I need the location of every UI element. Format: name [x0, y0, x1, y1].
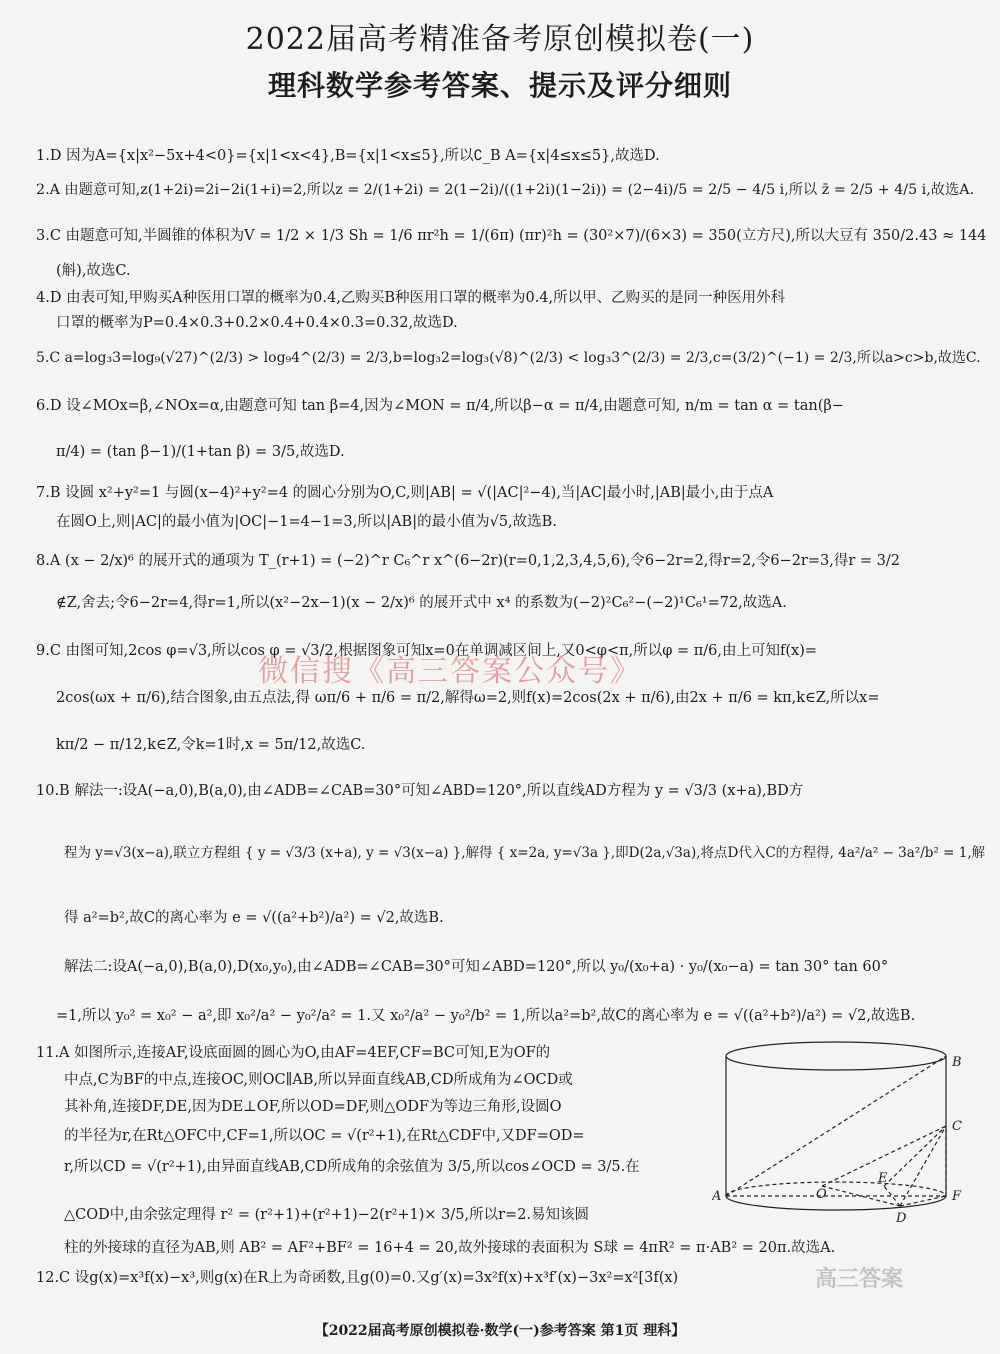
answer-6-cont: π/4) = (tan β−1)/(1+tan β) = 3/5,故选D. [56, 444, 345, 460]
answer-8: 8.A (x − 2/x)⁶ 的展开式的通项为 T_(r+1) = (−2)^r C₆^r x^(6−2r)(r=0,1,2,3,4,5,6),令6−2r=2,得r=2,令6−2r=3,得r = 3/2 [36, 553, 900, 569]
page-title: 2022届高考精准备考原创模拟卷(一) [245, 22, 755, 57]
bottom-front-arc [726, 1196, 946, 1210]
answer-7: 7.B 设圆 x²+y²=1 与圆(x−4)²+y²=4 的圆心分别为O,C,则|AB| = √(|AC|²−4),当|AC|最小时,|AB|最小,由于点A [36, 485, 774, 501]
segment-AB [726, 1056, 946, 1196]
answer-8-cont: ∉Z,舍去;令6−2r=4,得r=1,所以(x²−2x−1)(x − 2/x)⁶ 的展开式中 x⁴ 的系数为(−2)²C₆²−(−2)¹C₆¹=72,故选A. [56, 595, 787, 611]
answer-10-cont1: 程为 y=√3(x−a),联立方程组 { y = √3/3 (x+a), y = √3(x−a) },解得 { x=2a, y=√3a },即D(2a,√3a),将点D代入C的方程得, 4a²/a² − 3a²/b² = 1,解 [64, 845, 986, 861]
page-subtitle: 理科数学参考答案、提示及评分细则 [267, 69, 732, 102]
watermark: 微信搜《高三答案公众号》 [258, 654, 642, 689]
cylinder-figure [712, 1036, 976, 1226]
answer-10: 10.B 解法一:设A(−a,0),B(a,0),由∠ADB=∠CAB=30°可知∠ABD=120°,所以直线AD方程为 y = √3/3 (x+a),BD方 [36, 783, 804, 799]
label-F: F [952, 1189, 962, 1204]
answer-11: 11.A 如图所示,连接AF,设底面圆的圆心为O,由AF=4EF,CF=BC可知,E为OF的 [36, 1045, 551, 1061]
answer-11-cont3: 的半径为r,在Rt△OFC中,CF=1,所以OC = √(r²+1),在Rt△CDF中,又DF=OD= [64, 1128, 585, 1144]
answer-4: 4.D 由表可知,甲购买A种医用口罩的概率为0.4,乙购买B种医用口罩的概率为0.4,所以甲、乙购买的是同一种医用外科 [36, 290, 786, 306]
answer-11-cont6: 柱的外接球的直径为AB,则 AB² = AF²+BF² = 16+4 = 20,故外接球的表面积为 S球 = 4πR² = π·AB² = 20π.故选A. [64, 1240, 836, 1256]
answer-11-cont4: r,所以CD = √(r²+1),由异面直线AB,CD所成角的余弦值为 3/5,所以cos∠OCD = 3/5.在 [64, 1159, 640, 1175]
answer-6: 6.D 设∠MOx=β,∠NOx=α,由题意可知 tan β=4,因为∠MON = π/4,所以β−α = π/4,由题意可知, n/m = tan α = tan(β− [36, 398, 844, 414]
label-A: A [712, 1189, 722, 1204]
answer-4-cont: 口罩的概率为P=0.4×0.3+0.2×0.4+0.4×0.3=0.32,故选D. [56, 315, 458, 331]
answer-9-cont1: 2cos(ωx + π/6),结合图象,由五点法,得 ωπ/6 + π/6 = π/2,解得ω=2,则f(x)=2cos(2x + π/6),由2x + π/6 = kπ,k∈Z,所以x= [56, 690, 880, 706]
answer-11-cont1: 中点,C为BF的中点,连接OC,则OC∥AB,所以异面直线AB,CD所成角为∠OCD或 [64, 1072, 573, 1088]
answer-2: 2.A 由题意可知,z(1+2i)=2i−2i(1+i)=2,所以z = 2/(1+2i) = 2(1−2i)/((1+2i)(1−2i)) = (2−4i)/5 = 2/5 − 4/5 i,所以 z̄ = 2/5 + 4/5 i,故选A. [36, 182, 975, 198]
answer-9: 9.C 由图可知,2cos φ=√3,所以cos φ = √3/2,根据图象可知x=0在单调减区间上,又0<φ<π,所以φ = π/6,由上可知f(x)= [36, 643, 818, 659]
answer-11-cont2: 其补角,连接DF,DE,因为DE⊥OF,所以OD=DF,则△ODF为等边三角形,设圆O [64, 1099, 562, 1115]
answer-3-cont: (斛),故选C. [56, 263, 131, 279]
label-B: B [952, 1055, 962, 1070]
answer-11-cont5: △COD中,由余弦定理得 r² = (r²+1)+(r²+1)−2(r²+1)× 3/5,所以r=2.易知该圆 [64, 1207, 590, 1223]
label-E: E [878, 1171, 888, 1186]
segment-DC [900, 1126, 946, 1206]
answer-9-cont2: kπ/2 − π/12,k∈Z,令k=1时,x = 5π/12,故选C. [56, 737, 366, 753]
label-D: D [896, 1211, 907, 1226]
answer-12: 12.C 设g(x)=x³f(x)−x³,则g(x)在R上为奇函数,且g(0)=0.又g′(x)=3x²f(x)+x³f′(x)−3x²=x²[3f(x) [36, 1270, 679, 1286]
answer-5: 5.C a=log₃3=log₉(√27)^(2/3) > log₉4^(2/3) = 2/3,b=log₃2=log₃(√8)^(2/3) < log₃3^(2/3) = 2/3,c=(3/2)^(−1) = 2/3,所以a>c>b,故选C. [36, 350, 981, 366]
answer-10-method2-cont: =1,所以 y₀² = x₀² − a²,即 x₀²/a² − y₀²/a² = 1.又 x₀²/a² − y₀²/b² = 1,所以a²=b²,故C的离心率为 e = √((a²+b²)/a²) = √2,故选B. [56, 1008, 916, 1024]
answer-7-cont: 在圆O上,则|AC|的最小值为|OC|−1=4−1=3,所以|AB|的最小值为√5,故选B. [56, 514, 557, 530]
corner-stamp: 高三答案 [815, 1267, 904, 1292]
label-O: O [816, 1187, 827, 1202]
segment-EC [884, 1126, 946, 1186]
top-ellipse [726, 1042, 946, 1070]
page-footer: 【2022届高考原创模拟卷·数学(一)参考答案 第1页 理科】 [314, 1323, 686, 1339]
answer-3: 3.C 由题意可知,半圆锥的体积为V = 1/2 × 1/3 Sh = 1/6 πr²h = 1/(6π) (πr)²h = (30²×7)/(6×3) = 350(立方尺),所以大豆有 350/2.43 ≈ 144 [36, 228, 987, 244]
label-C: C [952, 1119, 962, 1134]
answer-10-method2: 解法二:设A(−a,0),B(a,0),D(x₀,y₀),由∠ADB=∠CAB=30°可知∠ABD=120°,所以 y₀/(x₀+a) · y₀/(x₀−a) = tan 30° tan 60° [64, 959, 889, 975]
answer-1: 1.D 因为A={x|x²−5x+4<0}={x|1<x<4},B={x|1<x≤5},所以∁_B A={x|4≤x≤5},故选D. [36, 148, 660, 164]
answer-10-cont2: 得 a²=b²,故C的离心率为 e = √((a²+b²)/a²) = √2,故选B. [64, 910, 444, 926]
